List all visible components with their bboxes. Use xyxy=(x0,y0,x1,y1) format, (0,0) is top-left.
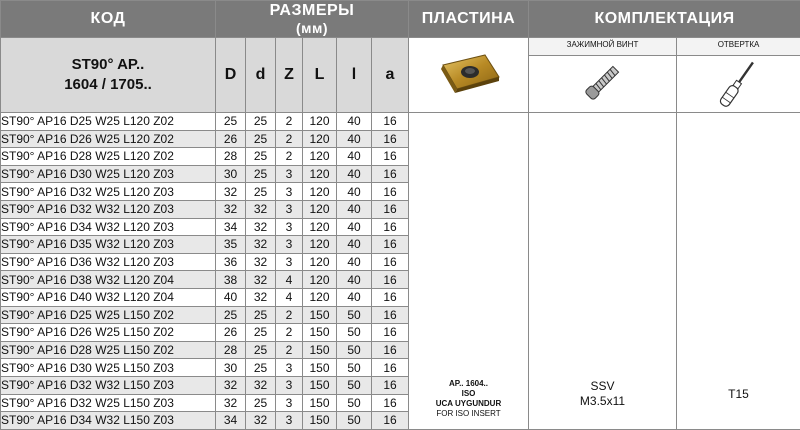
screwdriver-head-cell xyxy=(677,38,800,113)
dim-l-value: 40 xyxy=(337,165,372,183)
dim-d-value: 25 xyxy=(246,341,276,359)
dim-l-value: 40 xyxy=(337,148,372,166)
clamp-screw-cell xyxy=(529,113,677,430)
product-code: ST90° AP16 D32 W25 L120 Z03 xyxy=(1,183,216,201)
dim-L-value: 150 xyxy=(303,412,337,430)
dim-L-value: 150 xyxy=(303,359,337,377)
dim-a-value: 16 xyxy=(372,113,409,131)
dim-Z-value: 2 xyxy=(276,341,303,359)
dim-Z-value: 3 xyxy=(276,165,303,183)
insert-header: ПЛАСТИНА xyxy=(409,1,529,38)
dim-l-value: 40 xyxy=(337,288,372,306)
clamp-screw-head-cell xyxy=(529,38,677,113)
dim-L-value: 120 xyxy=(303,200,337,218)
dim-l-value: 40 xyxy=(337,113,372,131)
dim-L-value: 120 xyxy=(303,271,337,289)
dim-head-L: L xyxy=(303,38,337,113)
dim-a-value: 16 xyxy=(372,359,409,377)
dim-a-value: 16 xyxy=(372,236,409,254)
dim-a-value: 16 xyxy=(372,200,409,218)
dim-l-value: 50 xyxy=(337,394,372,412)
dim-Z-value: 3 xyxy=(276,376,303,394)
dim-L-value: 150 xyxy=(303,394,337,412)
dim-D-value: 40 xyxy=(216,288,246,306)
dim-a-value: 16 xyxy=(372,376,409,394)
product-code: ST90° AP16 D32 W32 L120 Z03 xyxy=(1,200,216,218)
dim-Z-value: 4 xyxy=(276,271,303,289)
dim-Z-value: 2 xyxy=(276,130,303,148)
dim-d-value: 25 xyxy=(246,113,276,131)
dim-a-value: 16 xyxy=(372,218,409,236)
sizes-header-label: РАЗМЕРЫ xyxy=(270,2,355,19)
dim-d-value: 25 xyxy=(246,324,276,342)
product-code: ST90° AP16 D36 W32 L120 Z03 xyxy=(1,253,216,271)
dim-a-value: 16 xyxy=(372,271,409,289)
kit-header: КОМПЛЕКТАЦИЯ xyxy=(529,1,800,38)
dim-head-d: d xyxy=(246,38,276,113)
dim-d-value: 25 xyxy=(246,394,276,412)
dim-d-value: 32 xyxy=(246,253,276,271)
insert-image-cell xyxy=(409,38,529,113)
dim-a-value: 16 xyxy=(372,324,409,342)
dim-l-value: 50 xyxy=(337,412,372,430)
dim-l-value: 50 xyxy=(337,376,372,394)
dim-Z-value: 3 xyxy=(276,359,303,377)
dim-L-value: 120 xyxy=(303,253,337,271)
clamp-screw-line1: SSV xyxy=(529,379,676,394)
product-code: ST90° AP16 D26 W25 L120 Z02 xyxy=(1,130,216,148)
dim-D-value: 25 xyxy=(216,113,246,131)
product-code: ST90° AP16 D34 W32 L150 Z03 xyxy=(1,412,216,430)
dim-L-value: 120 xyxy=(303,113,337,131)
dim-l-value: 40 xyxy=(337,253,372,271)
dim-head-D: D xyxy=(216,38,246,113)
dim-D-value: 30 xyxy=(216,359,246,377)
dim-D-value: 34 xyxy=(216,412,246,430)
table-row xyxy=(1,113,800,131)
dim-L-value: 120 xyxy=(303,288,337,306)
dim-l-value: 40 xyxy=(337,200,372,218)
dim-L-value: 120 xyxy=(303,130,337,148)
dim-a-value: 16 xyxy=(372,183,409,201)
dim-L-value: 120 xyxy=(303,236,337,254)
code-title-cell xyxy=(1,38,216,113)
insert-note xyxy=(409,379,528,429)
dim-l-value: 40 xyxy=(337,183,372,201)
screw-icon xyxy=(529,56,676,110)
dim-Z-value: 4 xyxy=(276,288,303,306)
product-code: ST90° AP16 D25 W25 L120 Z02 xyxy=(1,113,216,131)
code-title-line2: 1604 / 1705.. xyxy=(1,75,215,95)
dim-L-value: 120 xyxy=(303,165,337,183)
dim-D-value: 36 xyxy=(216,253,246,271)
dim-Z-value: 2 xyxy=(276,148,303,166)
dim-D-value: 35 xyxy=(216,236,246,254)
dim-L-value: 150 xyxy=(303,324,337,342)
product-code: ST90° AP16 D38 W32 L120 Z04 xyxy=(1,271,216,289)
product-code: ST90° AP16 D26 W25 L150 Z02 xyxy=(1,324,216,342)
screwdriver-spec: T15 xyxy=(677,387,800,429)
dim-l-value: 40 xyxy=(337,271,372,289)
dim-D-value: 32 xyxy=(216,200,246,218)
insert-note-line1: AP.. 1604.. xyxy=(409,379,528,389)
dim-a-value: 16 xyxy=(372,341,409,359)
dim-d-value: 32 xyxy=(246,288,276,306)
dim-a-value: 16 xyxy=(372,130,409,148)
dim-Z-value: 3 xyxy=(276,218,303,236)
product-code: ST90° AP16 D32 W25 L150 Z03 xyxy=(1,394,216,412)
dim-D-value: 32 xyxy=(216,394,246,412)
dim-Z-value: 3 xyxy=(276,253,303,271)
dim-l-value: 50 xyxy=(337,306,372,324)
insert-image xyxy=(429,49,509,97)
dim-d-value: 32 xyxy=(246,218,276,236)
dim-Z-value: 3 xyxy=(276,183,303,201)
screwdriver-cell xyxy=(677,113,800,430)
dim-d-value: 25 xyxy=(246,130,276,148)
clamp-screw-line2: M3.5x11 xyxy=(529,394,676,409)
dim-D-value: 26 xyxy=(216,130,246,148)
dim-a-value: 16 xyxy=(372,412,409,430)
dim-D-value: 38 xyxy=(216,271,246,289)
dim-d-value: 32 xyxy=(246,412,276,430)
dim-L-value: 120 xyxy=(303,183,337,201)
dim-l-value: 40 xyxy=(337,218,372,236)
dim-d-value: 25 xyxy=(246,359,276,377)
product-code: ST90° AP16 D30 W25 L150 Z03 xyxy=(1,359,216,377)
dim-d-value: 25 xyxy=(246,306,276,324)
clamp-screw-spec xyxy=(529,379,676,429)
dim-d-value: 25 xyxy=(246,183,276,201)
product-code: ST90° AP16 D30 W25 L120 Z03 xyxy=(1,165,216,183)
dim-a-value: 16 xyxy=(372,394,409,412)
dim-l-value: 50 xyxy=(337,324,372,342)
dim-D-value: 28 xyxy=(216,341,246,359)
sizes-header xyxy=(216,1,409,38)
dim-a-value: 16 xyxy=(372,288,409,306)
screwdriver-label: ОТВЕРТКА xyxy=(677,38,800,56)
insert-note-line4: FOR ISO INSERT xyxy=(409,409,528,419)
code-header: КОД xyxy=(1,1,216,38)
dim-l-value: 50 xyxy=(337,341,372,359)
dim-Z-value: 2 xyxy=(276,324,303,342)
dim-D-value: 32 xyxy=(216,376,246,394)
dim-d-value: 25 xyxy=(246,165,276,183)
dim-d-value: 32 xyxy=(246,200,276,218)
code-title-line1: ST90° AP.. xyxy=(1,55,215,75)
dim-a-value: 16 xyxy=(372,253,409,271)
dim-D-value: 26 xyxy=(216,324,246,342)
dim-Z-value: 2 xyxy=(276,306,303,324)
clamp-screw-label: ЗАЖИМНОЙ ВИНТ xyxy=(529,38,676,56)
dim-D-value: 30 xyxy=(216,165,246,183)
product-code: ST90° AP16 D35 W32 L120 Z03 xyxy=(1,236,216,254)
dim-l-value: 40 xyxy=(337,236,372,254)
dim-head-l: l xyxy=(337,38,372,113)
dim-l-value: 50 xyxy=(337,359,372,377)
dim-L-value: 150 xyxy=(303,341,337,359)
product-code: ST90° AP16 D28 W25 L150 Z02 xyxy=(1,341,216,359)
dim-a-value: 16 xyxy=(372,165,409,183)
dim-a-value: 16 xyxy=(372,306,409,324)
dim-l-value: 40 xyxy=(337,130,372,148)
dim-a-value: 16 xyxy=(372,148,409,166)
sizes-header-unit: (мм) xyxy=(216,20,408,36)
dim-d-value: 25 xyxy=(246,148,276,166)
dim-L-value: 150 xyxy=(303,306,337,324)
product-code: ST90° AP16 D25 W25 L150 Z02 xyxy=(1,306,216,324)
dim-head-Z: Z xyxy=(276,38,303,113)
dim-D-value: 34 xyxy=(216,218,246,236)
dim-L-value: 120 xyxy=(303,218,337,236)
dim-d-value: 32 xyxy=(246,236,276,254)
dim-D-value: 32 xyxy=(216,183,246,201)
insert-note-line3: UCA UYGUNDUR xyxy=(409,399,528,409)
product-code: ST90° AP16 D34 W32 L120 Z03 xyxy=(1,218,216,236)
dim-Z-value: 3 xyxy=(276,236,303,254)
product-code: ST90° AP16 D28 W25 L120 Z02 xyxy=(1,148,216,166)
dim-L-value: 120 xyxy=(303,148,337,166)
dim-Z-value: 3 xyxy=(276,200,303,218)
screwdriver-icon xyxy=(677,56,800,110)
dim-Z-value: 3 xyxy=(276,412,303,430)
dim-D-value: 25 xyxy=(216,306,246,324)
dim-head-a: a xyxy=(372,38,409,113)
dim-L-value: 150 xyxy=(303,376,337,394)
dim-Z-value: 2 xyxy=(276,113,303,131)
insert-note-line2: ISO xyxy=(409,389,528,399)
dim-d-value: 32 xyxy=(246,376,276,394)
dim-D-value: 28 xyxy=(216,148,246,166)
dim-Z-value: 3 xyxy=(276,394,303,412)
insert-note-cell xyxy=(409,113,529,430)
product-code: ST90° AP16 D40 W32 L120 Z04 xyxy=(1,288,216,306)
dim-d-value: 32 xyxy=(246,271,276,289)
product-code: ST90° AP16 D32 W32 L150 Z03 xyxy=(1,376,216,394)
